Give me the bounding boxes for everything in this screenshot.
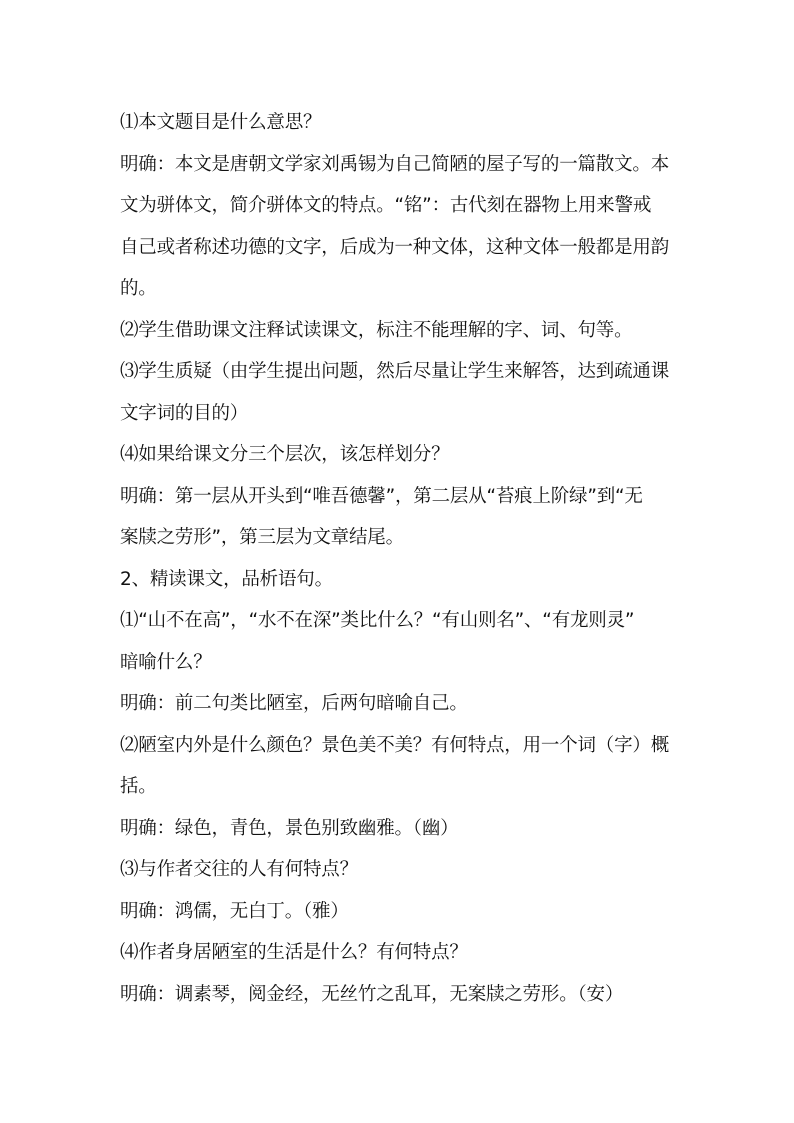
answer-line: 的。 bbox=[120, 278, 157, 299]
question-visitors: ⑶与作者交往的人有何特点？ bbox=[120, 859, 358, 880]
answer-line: 明确：调素琴，阅金经，无丝竹之乱耳，无案牍之劳形。（安） bbox=[120, 983, 624, 1005]
answer-line: 明确：本文是唐朝文学家刘禹锡为自己简陋的屋子写的一篇散文。本 bbox=[120, 153, 670, 175]
question-analogy: ⑴“山不在高”，“水不在深”类比什么？“有山则名”、“有龙则灵” bbox=[120, 610, 635, 631]
answer-line: 自己或者称述功德的文字，后成为一种文体，这种文体一般都是用韵 bbox=[120, 236, 670, 258]
step-student-questions: ⑶学生质疑（由学生提出问题，然后尽量让学生来解答，达到疏通课 bbox=[120, 361, 670, 382]
document-body bbox=[120, 102, 680, 1015]
step-student-questions-cont: 文字词的目的） bbox=[120, 402, 249, 424]
question-life: ⑷作者身居陋室的生活是什么？有何特点？ bbox=[120, 942, 468, 963]
answer-line: 明确：鸿儒，无白丁。（雅） bbox=[120, 900, 349, 922]
step-annotate-text: ⑵学生借助课文注释试读课文，标注不能理解的字、词、句等。 bbox=[120, 319, 633, 341]
answer-line: 明确：第一层从开头到“唯吾德馨”，第二层从“苔痕上阶绿”到“无 bbox=[120, 485, 643, 507]
question-colors: ⑵陋室内外是什么颜色？景色美不美？有何特点，用一个词（字）概 bbox=[120, 734, 670, 756]
question-title-meaning: ⑴本文题目是什么意思？ bbox=[120, 112, 322, 133]
answer-line: 案牍之劳形”，第三层为文章结尾。 bbox=[120, 527, 404, 548]
question-structure: ⑷如果给课文分三个层次，该怎样划分？ bbox=[120, 444, 450, 465]
question-analogy-cont: 暗喻什么？ bbox=[120, 651, 212, 673]
answer-line: 明确：绿色，青色，景色别致幽雅。（幽） bbox=[120, 817, 459, 839]
answer-line: 明确：前二句类比陋室，后两句暗喻自己。 bbox=[120, 693, 468, 714]
answer-line: 文为骈体文，简介骈体文的特点。“铭”：古代刻在器物上用来警戒 bbox=[120, 195, 652, 216]
question-colors-cont: 括。 bbox=[120, 776, 157, 797]
section-heading: 2、精读课文，品析语句。 bbox=[120, 568, 333, 590]
